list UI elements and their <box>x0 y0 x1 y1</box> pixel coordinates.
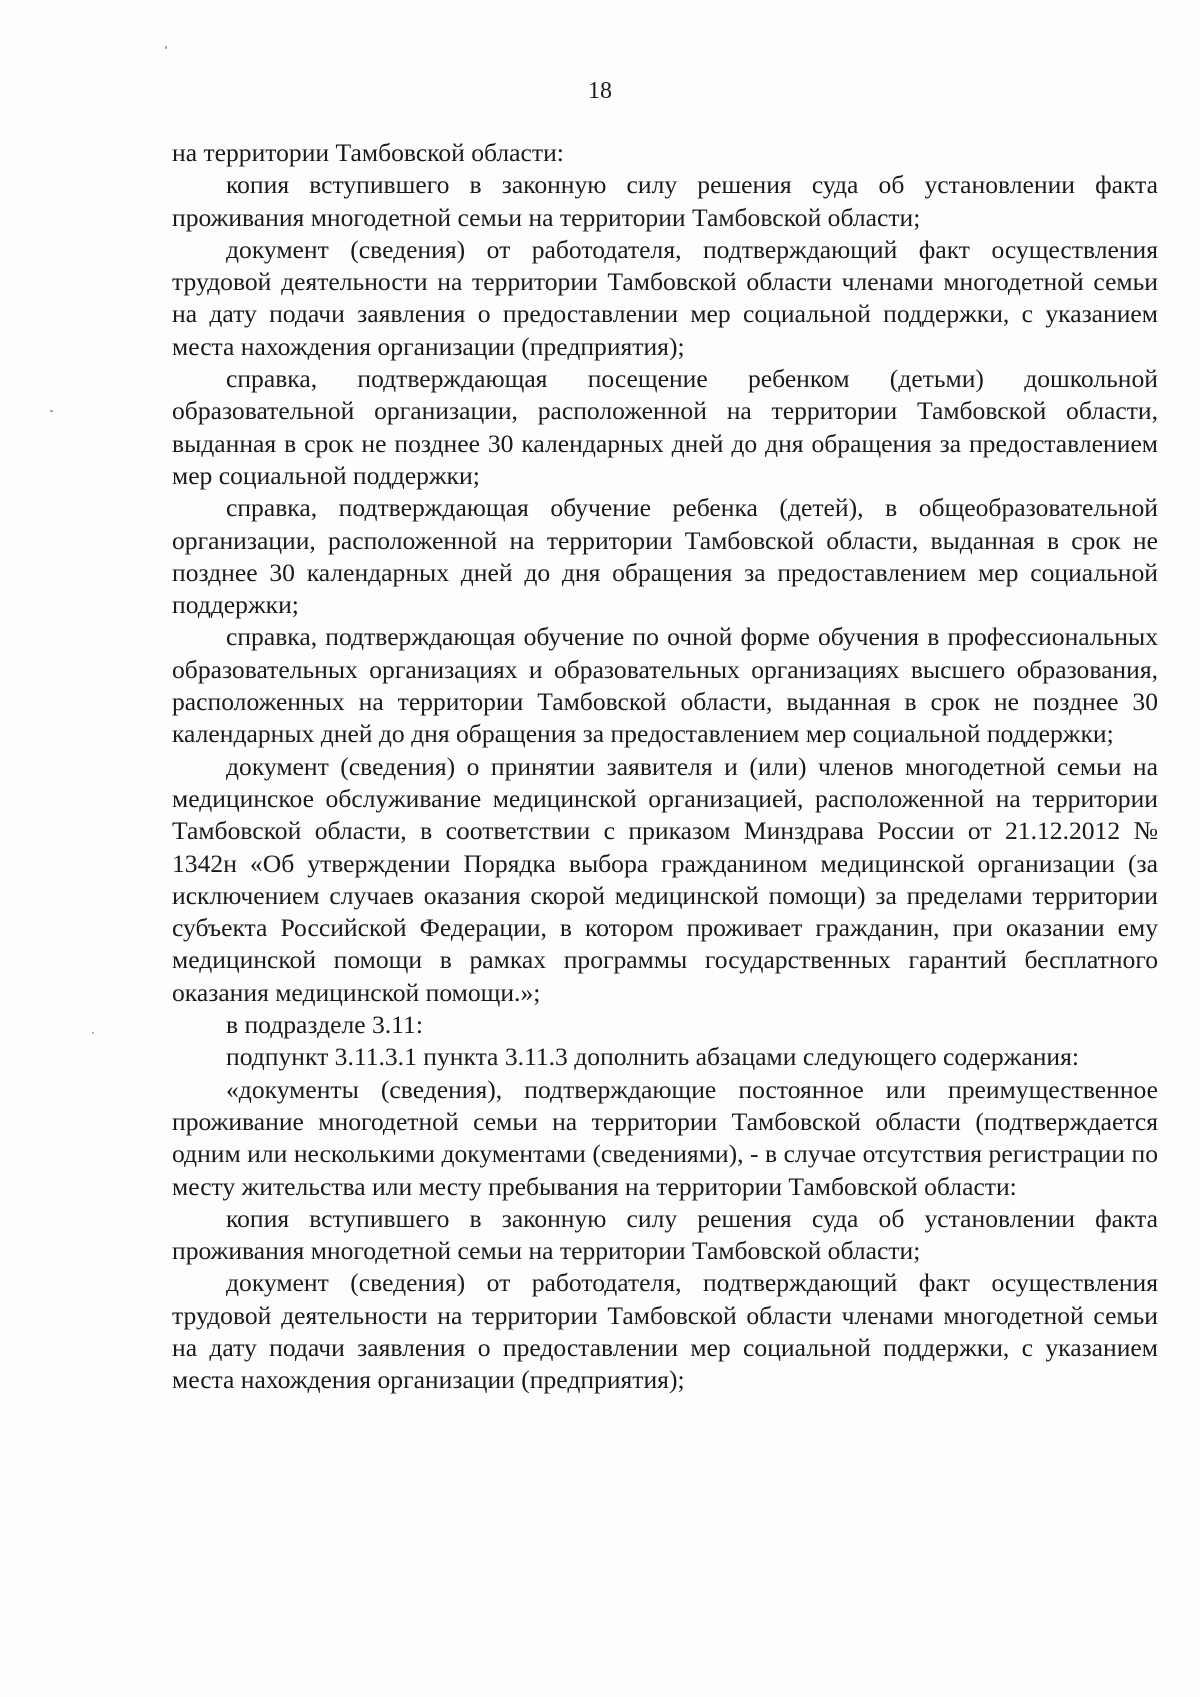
paragraph: «документы (сведения), подтверждающие постоянное или преимущественное проживание многодетной семьи на территории Тамбовской области (подтверждается одним или несколькими документами (сведениями), - в случае отсутствия регистрации по месту жительства или месту пребывания на территории Тамбовской области: <box>172 1074 1158 1201</box>
paragraph: документ (сведения) от работодателя, подтверждающий факт осуществления трудовой деятельности на территории Тамбовской области членами многодетной семьи на дату подачи заявления о предоставлении мер социальной поддержки, с указанием места нахождения организации (предприятия); <box>172 1268 1158 1395</box>
paragraph: документ (сведения) от работодателя, подтверждающий факт осуществления трудовой деятельности на территории Тамбовской области членами многодетной семьи на дату подачи заявления о предоставлении мер социальной поддержки, с указанием места нахождения организации (предприятия); <box>172 234 1158 361</box>
paragraph: на территории Тамбовской области: <box>172 138 564 167</box>
paragraph: в подразделе 3.11: <box>226 1010 423 1040</box>
paragraph: копия вступившего в законную силу решения суда об установлении факта проживания многодетной семьи на территории Тамбовской области; <box>172 1203 1158 1266</box>
paragraph: документ (сведения) о принятии заявителя и (или) членов многодетной семьи на медицинское обслуживание медицинской организацией, расположенной на территории Тамбовской области, в соответствии с приказом Минздрава России от 21.12.2012 № 1342н «Об утверждении Порядка выбора гражданином медицинской организации (за исключением случаев оказания скорой медицинской помощи) за пределами территории субъекта Российской Федерации, в котором проживает гражданин, при оказании ему медицинской помощи в рамках программы государственных гарантий бесплатного оказания медицинской помощи.»; <box>172 751 1158 1007</box>
scan-speck <box>165 46 167 49</box>
page-number: 18 <box>588 78 612 104</box>
paragraph: подпункт 3.11.3.1 пункта 3.11.3 дополнить абзацами следующего содержания: <box>226 1042 1079 1072</box>
paragraph: справка, подтверждающая посещение ребенком (детьми) дошкольной образовательной организации, расположенной на территории Тамбовской области, выданная в срок не позднее 30 календарных дней до дня обращения за предоставлением мер социальной поддержки; <box>172 364 1158 490</box>
scan-speck <box>92 1032 94 1034</box>
paragraph: справка, подтверждающая обучение по очной форме обучения в профессиональных образовательных организациях и образовательных организациях высшего образования, расположенных на территории Тамбовской области, выданная в срок не позднее 30 календарных дней до дня обращения за предоставлением мер социальной поддержки; <box>172 622 1158 749</box>
scan-speck <box>50 410 53 412</box>
paragraph: справка, подтверждающая обучение ребенка (детей), в общеобразовательной организации, расположенной на территории Тамбовской области, выданная в срок не позднее 30 календарных дней до дня обращения за предоставлением мер социальной поддержки; <box>172 493 1158 620</box>
paragraph: копия вступившего в законную силу решения суда об установлении факта проживания многодетной семьи на территории Тамбовской области; <box>172 170 1158 232</box>
document-body <box>172 137 1158 1397</box>
